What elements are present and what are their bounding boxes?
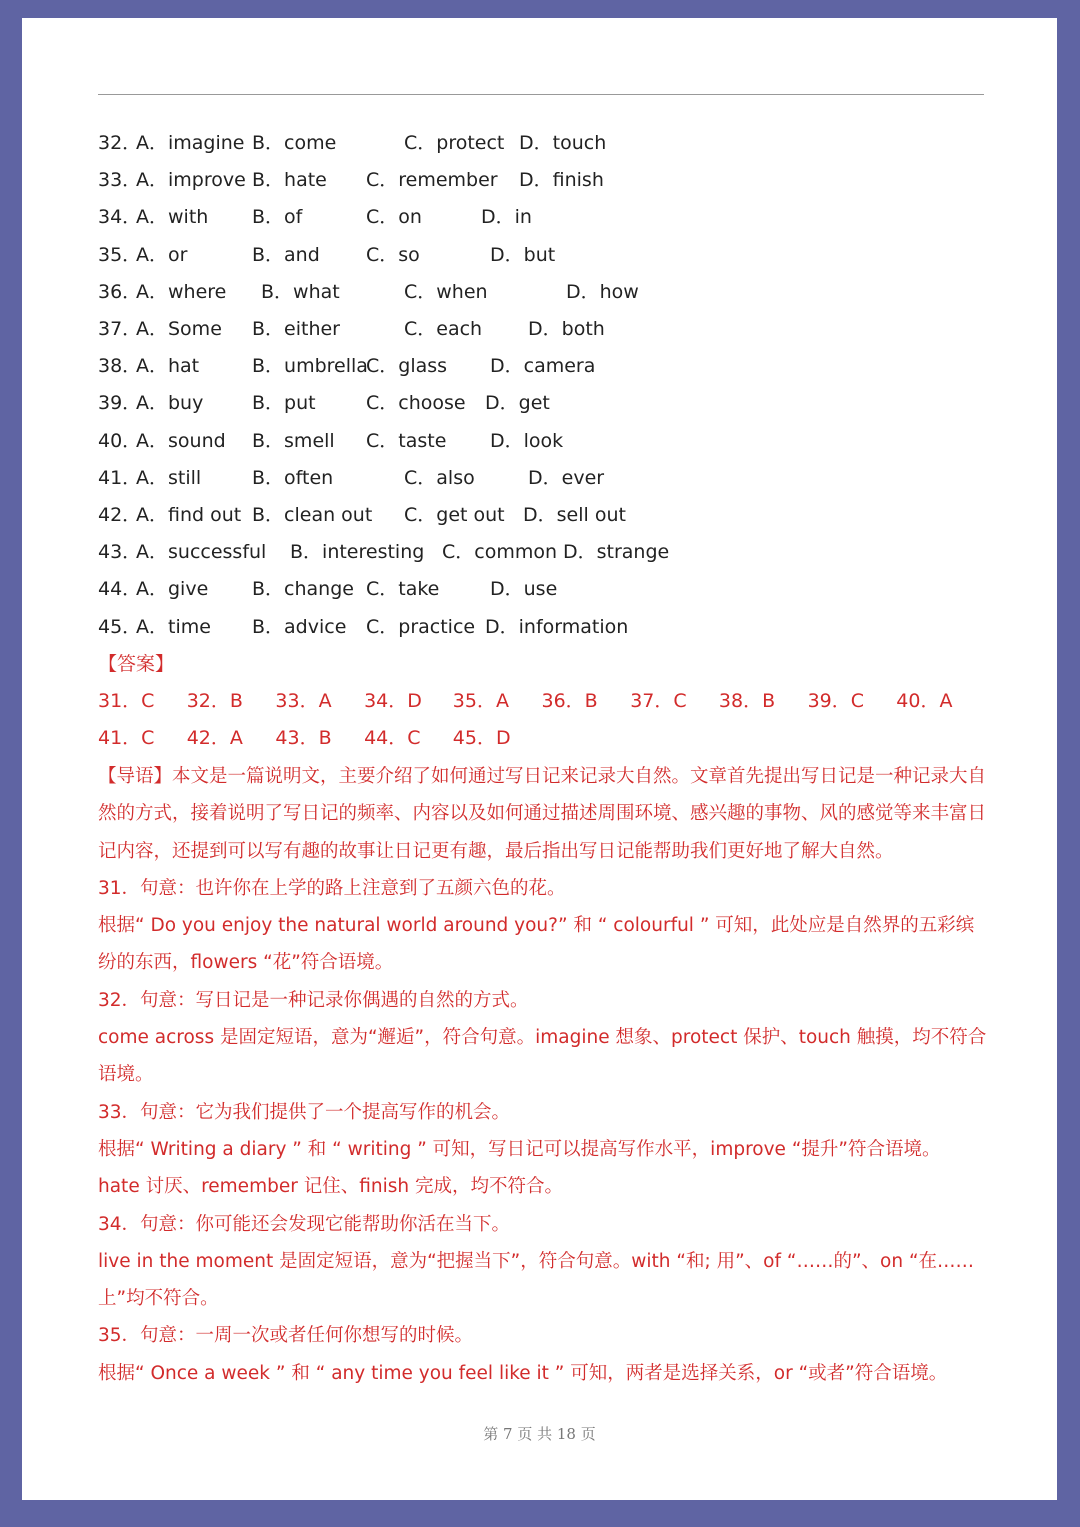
option-b: B．often [252,466,334,489]
question-number: 36． [98,280,142,303]
option-b: B．what [261,280,340,303]
answer-item: 38．B [718,690,776,712]
option-d: D．but [490,243,556,266]
answer-item: 40．A [896,690,953,712]
option-d: D．in [481,206,532,229]
option-b: B．change [252,578,354,601]
question-number: 40． [98,429,142,452]
answer-item: 37．C [630,690,687,712]
explanation-paragraph: 35．句意：一周一次或者任何你想写的时候。 [98,1325,474,1347]
option-c: C．practice [366,615,476,638]
option-b: B．hate [252,169,327,192]
option-d: D．finish [519,169,604,192]
answer-item: 34．D [364,690,422,712]
option-d: D．ever [528,466,605,489]
explanation-paragraph: 34．句意：你可能还会发现它能帮助你活在当下。 [98,1213,511,1235]
option-b: B．interesting [290,541,425,564]
explanation-paragraph: 32．句意：写日记是一种记录你偶遇的自然的方式。 [98,989,529,1011]
answer-item: 32．B [186,690,243,712]
option-b: B．clean out [252,504,373,526]
option-b: B．advice [252,615,347,638]
option-b: B．put [252,392,316,415]
question-number: 35． [98,243,142,266]
option-c: C．choose [366,392,466,415]
explanation-paragraph: come across 是固定短语，意为“邂逅”，符合句意。imagine 想象、protect 保护、touch 触摸，均不符合语境。 [98,1027,987,1086]
question-number: 43． [98,541,142,564]
option-c: C．also [404,466,475,489]
option-a: A．successful [136,541,267,564]
option-d: D．how [566,280,639,303]
question-number: 32． [98,132,142,154]
option-a: A．improve [136,169,246,192]
option-c: C．taste [366,429,447,452]
option-a: A．Some [136,318,222,340]
option-c: C．on [366,206,422,229]
option-a: A．find out [136,504,242,526]
option-a: A．time [136,615,211,638]
option-c: C．remember [366,169,498,192]
option-c: C．common [442,541,558,564]
option-a: A．or [136,243,188,266]
option-d: D．touch [519,132,607,154]
option-d: D．use [490,578,558,601]
option-a: A．hat [136,355,200,378]
option-c: C．glass [366,355,448,378]
question-number: 33． [98,169,142,192]
option-d: D．get [485,392,550,415]
option-a: A．where [136,280,227,303]
explanation-paragraph: 根据“ Once a week ” 和 “ any time you feel like it ” 可知，两者是选择关系，or “或者”符合语境。 [98,1362,948,1384]
answer-item: 42．A [186,727,243,749]
answer-heading: 【答案】 [98,653,175,675]
option-d: D．strange [563,541,670,564]
answer-item: 31．C [98,690,155,712]
question-number: 42． [98,504,142,526]
option-d: D．look [490,429,564,452]
question-number: 44． [98,578,142,601]
question-number: 37． [98,318,142,340]
option-a: A．sound [136,429,226,452]
explanation-paragraph: 【导语】本文是一篇说明文，主要介绍了如何通过写日记来记录大自然。文章首先提出写日记是一种记录大自然的方式，接着说明了写日记的频率、内容以及如何通过描述周围环境、感兴趣的事物、风的感觉等来丰富日记内容，还提到可以写有趣的故事让日记更有趣，最后指出写日记能帮助我们更好地了解大自然。 [98,766,987,862]
option-c: C．get out [404,504,505,526]
option-d: D．both [528,318,605,340]
header-divider [98,94,984,95]
option-c: C．each [404,318,483,340]
answer-item: 41．C [98,727,155,749]
explanation-paragraph: 根据“ Do you enjoy the natural world around you?” 和 “ colourful ” 可知，此处应是自然界的五彩缤纷的东西，flowers “花”符合语境。 [98,915,975,974]
explanation-paragraph: hate 讨厌、remember 记住、finish 完成，均不符合。 [98,1176,563,1198]
option-a: A．buy [136,392,204,415]
explanation-paragraph: 31．句意：也许你在上学的路上注意到了五颜六色的花。 [98,877,566,899]
option-b: B．of [252,206,303,229]
option-c: C．protect [404,132,505,154]
page-footer: 第 7 页 共 18 页 [483,1425,596,1443]
answer-item: 33．A [275,690,332,712]
option-c: C．take [366,578,440,601]
option-b: B．smell [252,429,335,452]
option-b: B．come [252,132,337,154]
option-a: A．with [136,206,209,229]
answer-item: 43．B [275,727,332,749]
question-number: 41． [98,466,142,489]
option-a: A．still [136,466,202,489]
answer-item: 35．A [452,690,509,712]
option-b: B．either [252,318,340,340]
option-d: D．camera [490,355,596,378]
explanation-paragraph: live in the moment 是固定短语，意为“把握当下”，符合句意。with “和; 用”、of “……的”、on “在……上”均不符合。 [98,1250,975,1310]
explanation-paragraph: 33．句意：它为我们提供了一个提高写作的机会。 [98,1101,511,1123]
question-number: 39． [98,392,142,415]
question-number: 38． [98,355,142,378]
question-number: 45． [98,615,142,638]
option-a: A．give [136,578,209,601]
option-d: D．sell out [523,504,626,526]
option-b: B．and [252,243,320,266]
answer-item: 36．B [541,690,598,712]
option-c: C．when [404,280,488,303]
answer-item: 44．C [364,727,421,749]
document-page [22,18,1057,1500]
option-d: D．information [485,615,629,638]
option-c: C．so [366,243,420,266]
option-a: A．imagine [136,132,245,154]
explanation-paragraph: 根据“ Writing a diary ” 和 “ writing ” 可知，写日记可以提高写作水平，improve “提升”符合语境。 [98,1138,941,1160]
answer-item: 45．D [452,727,511,749]
option-b: B．umbrella [252,355,368,378]
question-number: 34． [98,206,142,229]
explanations [98,758,988,1392]
answer-item: 39．C [807,690,865,712]
